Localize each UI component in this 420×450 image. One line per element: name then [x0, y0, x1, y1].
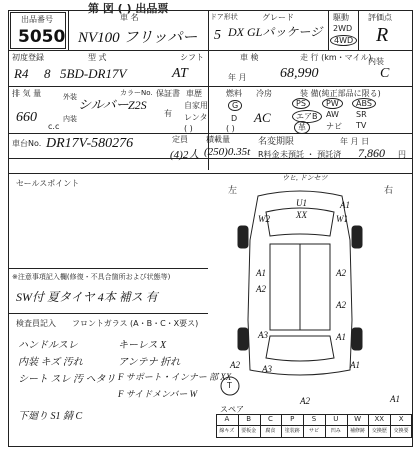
- usage-other: ( ): [184, 124, 193, 133]
- capacity-label: 定員: [172, 135, 188, 144]
- right-side-label: 右: [384, 186, 394, 196]
- rear-window-outline: [266, 336, 334, 361]
- ac-value: AC: [254, 110, 271, 125]
- interior-color-label: 内装: [63, 115, 77, 123]
- score: R: [376, 24, 389, 46]
- legend-code: C: [267, 415, 273, 423]
- damage-mark: A1: [256, 268, 266, 278]
- inspection-label: 車 検: [240, 53, 259, 62]
- warranty-label: 保証書: [156, 89, 180, 98]
- tax-label: 名変期限: [258, 137, 295, 147]
- inspector-item: キーレス X: [118, 340, 167, 351]
- legend-meaning: 交換要: [393, 428, 409, 434]
- reg-month: 8: [44, 66, 51, 81]
- inspector-item: ハンドルスレ: [18, 340, 78, 351]
- tire-rear-right: [352, 328, 362, 350]
- mileage: 68,990: [280, 66, 319, 81]
- inspector-item: F サイドメンバー W: [118, 389, 198, 399]
- legend-meaning: 腐食: [265, 428, 276, 434]
- tire-front-right: [352, 226, 362, 248]
- score-label: 評価点: [368, 13, 392, 22]
- drive-4wd-selected: 4WD: [330, 35, 357, 46]
- damage-mark: U1: [296, 198, 307, 208]
- equip-ps: PS: [292, 98, 310, 109]
- exterior-color: シルバー: [78, 97, 129, 112]
- lot-number-label: 出品番号: [21, 15, 53, 24]
- color-no: Z2S: [128, 98, 147, 112]
- usage-private: 自家用: [184, 101, 208, 110]
- usage-rental: レンタ: [184, 113, 208, 122]
- legend-meaning: 線キズ: [219, 428, 235, 434]
- displacement: 660: [16, 110, 37, 125]
- notes-label: ※注意事項記入欄(修復・不具合箇所および状態等): [12, 273, 171, 281]
- legend-code: U: [333, 415, 339, 423]
- legend-meaning: サビ: [308, 428, 319, 434]
- inspector-item: アンテナ 折れ: [118, 357, 181, 368]
- equip-aw: AW: [326, 110, 339, 119]
- sales-point-label: セールスポイント: [16, 179, 80, 188]
- tire-label: T: [227, 381, 232, 390]
- capacity-value: (4)2人: [170, 149, 200, 161]
- fuel-gasoline-selected: G: [228, 100, 242, 111]
- grade: DX GLパッケージ: [228, 25, 323, 39]
- legend-meaning: 交換歴: [371, 428, 387, 434]
- lot-number: 5050: [18, 27, 66, 47]
- legend-code: A: [224, 415, 230, 423]
- tax-value: 年 月 日: [340, 137, 370, 146]
- door-label: ドア形状: [210, 13, 238, 21]
- form-title: 第 図 ( ) 出品票: [88, 2, 169, 15]
- recycle-unit: 円: [398, 150, 406, 159]
- warranty-value: 有: [164, 109, 172, 118]
- tire-rear-left: [238, 328, 248, 350]
- interior-label: 内装: [368, 57, 384, 66]
- damage-mark: A1: [390, 394, 400, 404]
- first-reg-label: 初度登録: [12, 53, 44, 62]
- legend-meaning: 要板金: [241, 428, 257, 434]
- damage-mark: A3: [262, 364, 272, 374]
- reg-year: R4: [14, 66, 29, 81]
- type-label: 型 式: [88, 53, 107, 62]
- legend-meaning: 塗装跡: [284, 428, 300, 434]
- windshield-options: (A・B・C・X要ス): [130, 319, 199, 328]
- door-value: 5: [214, 28, 221, 43]
- legend-code: X: [398, 415, 404, 423]
- chassis-number: DR17V-580276: [46, 136, 134, 151]
- damage-mark: A1: [350, 360, 360, 370]
- exterior-color-label: 外装: [63, 93, 77, 101]
- fuel-other: ( ): [226, 124, 235, 133]
- displacement-label: 排 気 量: [12, 89, 42, 98]
- drive-2wd: 2WD: [333, 24, 353, 33]
- equip-pw: PW: [322, 98, 343, 109]
- inspector-label: 検査員記入: [16, 319, 56, 328]
- color-no-label: カラーNo.: [120, 89, 153, 97]
- fuel-diesel: D: [231, 114, 238, 123]
- damage-mark: W1: [336, 214, 348, 224]
- recycle-fee: 7,860: [358, 146, 385, 160]
- car-name: NV100 フリッパー: [78, 30, 198, 46]
- legend-code: B: [246, 415, 252, 423]
- equip-abs: ABS: [352, 98, 376, 109]
- equip-sr: SR: [356, 110, 367, 119]
- left-side-label: 左: [228, 186, 238, 196]
- load-value: (250)0.35t: [204, 146, 251, 158]
- load-label: 積載量: [206, 135, 230, 144]
- ac-label: 冷房: [256, 89, 272, 98]
- damage-mark: A2: [336, 300, 346, 310]
- tire-front-left: [238, 226, 248, 248]
- recycle-label: R料金: [258, 150, 280, 159]
- mileage-label: 走 行 (km・マイル): [300, 53, 372, 62]
- damage-mark: A3: [258, 330, 268, 340]
- model-code: 5BD-DR17V: [60, 66, 127, 81]
- damage-mark: W2: [258, 214, 270, 224]
- car-name-label: 車 名: [120, 13, 139, 22]
- equip-leather: 革: [294, 121, 310, 134]
- equip-tv: TV: [356, 121, 367, 130]
- legend-code: W: [354, 415, 361, 423]
- legend-meaning: 凹み: [330, 428, 341, 434]
- spare-label: スペア: [220, 405, 244, 414]
- usage-label: 車歴: [186, 89, 202, 98]
- drive-label: 駆動: [333, 13, 349, 22]
- interior-grade: C: [380, 66, 390, 81]
- grade-label: グレード: [262, 13, 294, 22]
- legend-code: XX: [374, 415, 385, 423]
- inspector-item: 下廻り S1 錆 C: [18, 411, 83, 422]
- windshield-label: フロントガラス: [72, 319, 128, 328]
- equipment-label: 装 備(純正部品に限る): [300, 89, 381, 98]
- inspector-item: F サポート・インナー 部 XX: [118, 372, 232, 382]
- damage-mark: A2: [336, 268, 346, 278]
- shift-label: シフト: [180, 53, 204, 62]
- inspector-item: シート スレ 汚 ヘタリ: [18, 374, 116, 385]
- equip-airbag: エアB: [292, 110, 322, 123]
- damage-mark: A1: [336, 332, 346, 342]
- damage-mark: A1: [340, 200, 350, 210]
- damage-mark: A2: [300, 396, 310, 406]
- damage-mark: A2: [230, 360, 240, 370]
- displacement-unit: c.c: [48, 122, 60, 131]
- shift: AT: [172, 66, 188, 81]
- inspection-value: 年 月: [228, 73, 247, 82]
- damage-mark: XX: [296, 210, 307, 220]
- recycle-status: 未預託 ・ 預託済: [280, 150, 342, 159]
- chassis-label: 車台No.: [12, 139, 42, 148]
- notes-text: SW付 夏タイヤ 4本 補ス 有: [16, 290, 158, 304]
- front-annotations: ウヒ, ドンセツ: [282, 174, 328, 182]
- equip-navi: ナビ: [326, 122, 342, 131]
- damage-mark: A2: [256, 284, 266, 294]
- fuel-label: 燃料: [226, 89, 242, 98]
- legend-code: S: [311, 415, 317, 423]
- inspector-item: 内装 キズ 汚れ: [18, 357, 83, 368]
- legend-meaning: 補修跡: [350, 428, 366, 434]
- legend-code: P: [290, 415, 295, 423]
